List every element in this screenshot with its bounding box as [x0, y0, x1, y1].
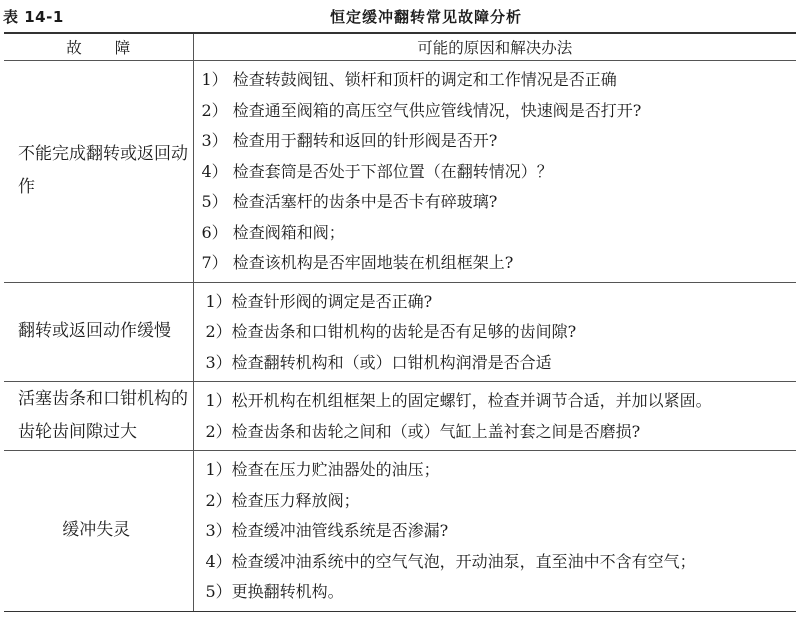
- causes-column-header: 可能的原因和解决办法: [193, 33, 796, 61]
- cause-item: 7） 检查该机构是否牢固地装在机组框架上?: [201, 253, 514, 272]
- causes-cell: [193, 282, 796, 382]
- fault-column-header: 故 障: [4, 33, 193, 61]
- fault-analysis-table: [4, 32, 796, 612]
- table-title: 恒定缓冲翻转常见故障分析: [330, 8, 523, 26]
- cause-item: 4） 检查套筒是否处于下部位置（在翻转情况）？: [201, 161, 553, 181]
- table-header-row: [4, 33, 796, 61]
- cause-item: 2） 检查通至阀箱的高压空气供应管线情况，快速阀是否打开?: [201, 100, 642, 120]
- fault-cell: 不能完成翻转或返回动作: [4, 61, 193, 283]
- fault-cell: 活塞齿条和口钳机构的齿轮齿间隙过大: [4, 382, 193, 451]
- fault-cell: 缓冲失灵: [4, 451, 193, 612]
- table-row: [4, 61, 796, 283]
- cause-item: 5）更换翻转机构。: [205, 582, 344, 601]
- cause-item: 2）检查齿条和口钳机构的齿轮是否有足够的齿间隙?: [205, 322, 577, 341]
- cause-item: 1）检查针形阀的调定是否正确?: [205, 291, 433, 311]
- cause-item: 3）检查翻转机构和（或）口钳机构润滑是否合适: [205, 352, 552, 372]
- table-row: [4, 282, 796, 382]
- cause-item: 6） 检查阀箱和阀；: [201, 222, 345, 242]
- cause-item: 2）检查齿条和齿轮之间和（或）气缸上盖衬套之间是否磨损?: [205, 421, 641, 441]
- causes-cell: [193, 451, 796, 612]
- fault-cell: 翻转或返回动作缓慢: [4, 282, 193, 382]
- cause-item: 1）松开机构在机组框架上的固定螺钉，检查并调节合适，并加以紧固。: [205, 391, 712, 410]
- cause-item: 3）检查缓冲油管线系统是否渗漏?: [205, 521, 449, 540]
- causes-cell: [193, 382, 796, 451]
- cause-item: 1）检查在压力贮油器处的油压；: [205, 460, 440, 479]
- cause-item: 5） 检查活塞杆的齿条中是否卡有碎玻璃?: [201, 192, 498, 211]
- cause-item: 1） 检查转鼓阀钮、锁杆和顶杆的调定和工作情况是否正确: [201, 70, 617, 89]
- cause-item: 4）检查缓冲油系统中的空气气泡，开动油泵，直至油中不含有空气；: [205, 551, 696, 571]
- table-row: [4, 451, 796, 612]
- cause-item: 3） 检查用于翻转和返回的针形阀是否开?: [201, 131, 498, 150]
- table-number: 表 14-1: [3, 8, 64, 26]
- cause-item: 2）检查压力释放阀；: [205, 490, 360, 510]
- table-row: [4, 382, 796, 451]
- table-caption: [0, 0, 800, 32]
- causes-cell: [193, 61, 796, 283]
